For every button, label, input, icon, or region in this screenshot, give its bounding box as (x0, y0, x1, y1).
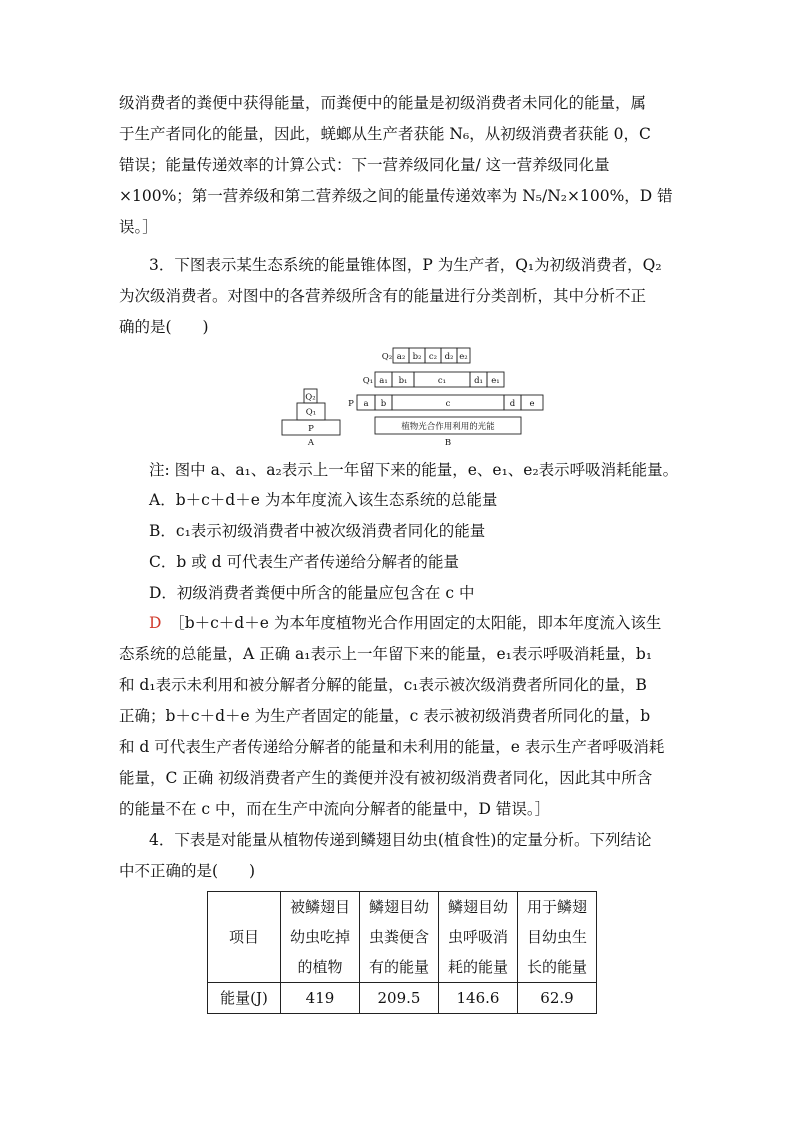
question-3-stem (119, 250, 675, 343)
top-paragraph (119, 88, 675, 243)
cell-label: c₁ (437, 376, 447, 386)
cell-label: d₂ (444, 352, 454, 362)
header-line: 虫粪便含 (368, 928, 429, 946)
cell-label: a₂ (396, 352, 406, 362)
header-line: 虫呼吸消 (447, 928, 508, 946)
table-header-cell (518, 892, 597, 983)
text-line: 和 d 可代表生产者传递给分解者的能量和未利用的能量，e 表示生产者呼吸消耗 (119, 738, 665, 756)
header-line: 有的能量 (368, 958, 429, 976)
row-label: 能量(J) (208, 983, 281, 1014)
pyramid-label: P (308, 424, 314, 434)
table-cell: 62.9 (518, 983, 597, 1014)
text-line: 和 d₁表示未利用和被分解者分解的能量，c₁表示被次级消费者所同化的量，B (119, 676, 647, 694)
text-line: ×100%；第一营养级和第二营养级之间的能量传递效率为 N₅/N₂×100%，D 错 (119, 187, 673, 205)
header-line: 长的能量 (526, 958, 587, 976)
text-line: 确的是( ) (119, 318, 209, 336)
answer-explanation (119, 608, 675, 825)
cell-label: e (529, 399, 535, 409)
text-line: 为次级消费者。对图中的各营养级所含有的能量进行分类剖析，其中分析不正 (119, 287, 647, 305)
table-cell: 146.6 (439, 983, 518, 1014)
option-a: A．b＋c＋d＋e 为本年度流入该生态系统的总能量 (149, 491, 498, 509)
header-line: 耗的能量 (447, 958, 508, 976)
text-line: 级消费者的粪便中获得能量，而粪便中的能量是初级消费者未同化的能量，属 (119, 94, 647, 112)
cell-label: b (380, 399, 387, 409)
base-label: 植物光合作用利用的光能 (401, 422, 495, 432)
table-header-cell (360, 892, 439, 983)
header-line: 鳞翅目幼 (447, 898, 508, 916)
table-header-cell (281, 892, 360, 983)
text-line: 态系统的总能量，A 正确 a₁表示上一年留下来的能量，e₁表示呼吸消耗量，b₁ (119, 645, 653, 663)
bars-caption: B (444, 438, 452, 448)
pyramid-label: Q₂ (305, 392, 316, 403)
table-header-cell: 项目 (208, 892, 281, 983)
text-line: 于生产者同化的能量，因此，蜣螂从生产者获能 N₆，从初级消费者获能 0，C (119, 125, 651, 143)
cell-label: a (363, 399, 369, 409)
cell-label: a₁ (379, 376, 388, 386)
text-line: 的能量不在 c 中，而在生产中流向分解者的能量中，D 错误。］ (119, 800, 551, 818)
diagram-note: 注: 图中 a、a₁、a₂表示上一年留下来的能量，e、e₁、e₂表示呼吸消耗能量。 (149, 461, 679, 479)
header-line: 目幼虫生 (526, 928, 587, 946)
table-cell: 419 (281, 983, 360, 1014)
answer-letter: D (149, 614, 162, 632)
row-label-q2: Q₂ (381, 352, 393, 362)
energy-pyramid-diagram (280, 345, 550, 451)
text-line: 4．下表是对能量从植物传递到鳞翅目幼虫(植食性)的定量分析。下列结论 (149, 831, 652, 849)
cell-label: b₁ (398, 376, 408, 386)
header-line: 被鳞翅目 (289, 898, 350, 916)
table-header-cell (439, 892, 518, 983)
pyramid-caption: A (307, 438, 315, 448)
cell-label: e₂ (459, 352, 468, 362)
question-4-stem (119, 825, 675, 887)
table-row (208, 983, 597, 1014)
text-line: 3．下图表示某生态系统的能量锥体图，P 为生产者，Q₁为初级消费者，Q₂ (149, 256, 662, 274)
pyramid-label: Q₁ (305, 407, 317, 418)
header-line: 鳞翅目幼 (368, 898, 429, 916)
text-line: 中不正确的是( ) (119, 862, 256, 880)
header-line: 的植物 (297, 958, 343, 976)
cell-label: d (509, 399, 516, 409)
energy-table (207, 891, 597, 1014)
header-line: 用于鳞翅 (526, 898, 587, 916)
row-label-q1: Q₁ (362, 376, 374, 386)
option-b: B．c₁表示初级消费者中被次级消费者同化的能量 (149, 522, 486, 540)
table-cell: 209.5 (360, 983, 439, 1014)
text-line: 能量，C 正确 初级消费者产生的粪便并没有被初级消费者同化，因此其中所含 (119, 769, 653, 787)
option-c: C．b 或 d 可代表生产者传递给分解者的能量 (149, 553, 459, 571)
text-line: 误。］ (119, 218, 158, 236)
answer-first-line (119, 608, 675, 639)
header-line: 幼虫吃掉 (289, 928, 350, 946)
text-line: ［b＋c＋d＋e 为本年度植物光合作用固定的太阳能，即本年度流入该生 (176, 614, 662, 632)
cell-label: b₂ (412, 352, 422, 362)
text-line: 错误；能量传递效率的计算公式：下一营养级同化量/ 这一营养级同化量 (119, 156, 610, 174)
row-label-p: P (348, 399, 354, 409)
option-d: D．初级消费者粪便中所含的能量应包含在 c 中 (149, 584, 475, 602)
cell-label: d₁ (474, 376, 483, 386)
cell-label: c (445, 399, 451, 409)
table-header-row (208, 892, 597, 983)
cell-label: c₂ (428, 352, 438, 362)
cell-label: e₁ (491, 376, 500, 386)
text-line: 正确；b＋c＋d＋e 为生产者固定的能量，c 表示被初级消费者所同化的量，b (119, 707, 651, 725)
